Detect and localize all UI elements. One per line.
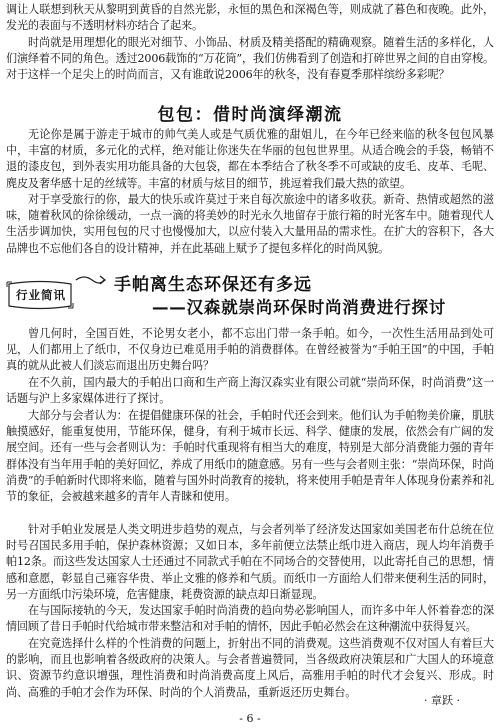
page-number: - 6 - [239, 712, 261, 725]
handkerchief-paragraph-1: 曾几何时，全国百姓，不论男女老小，都不忘出门带一条手帕。如今，一次性生活用品到处可见，人们都用上了纸巾，不仅身边已难觅用手帕的消费群体。在曾经被誉为“手帕王国”的中国，手帕真的就从此被人们淡忘而退出历史舞台吗？ [6, 327, 494, 373]
badge-label: 行业简讯 [16, 288, 66, 302]
handkerchief-paragraph-5: 在与国际接轨的今天，发达国家手帕时尚消费的趋向势必影响国人，而许多中年人怀着眷恋的深情回顾了昔日手帕时代给城市带来整洁和对手帕的情怀，因此手帕必然会在这种潮流中获得复兴。 [6, 604, 494, 634]
intro-paragraph-2: 时尚就是用理想化的眼光对细节、小饰品、材质及精美搭配的精确观察。随着生活的多样化，人们演绎着不同的角色。透过2006载饰的“万花筒”，我们仿佛看到了创造和打碎世界之间的自由穿梭。对于这样一个足尖上的时尚而言，又有谁敢说2006年的秋冬，没有春夏季那样缤纷多彩呢？ [6, 36, 494, 82]
section-title-handkerchief: 手帕离生态环保还有多远 [114, 275, 312, 295]
handkerchief-paragraph-6: 在究竟选择什么样的个性消费的问题上，折射出不同的消费观。这些消费观不仅对国人有着巨大的影响，而且也影响着各级政府的决策人。与会者普遍赞同，当各级政府决策层和广大国人的环境意识、资源节约意识增强，理性消费和时尚消费高度上风后，高雅用手帕的时代才会复兴、形成。时尚、高雅的手帕才会作为环保、时尚的个人消费品，重新返还历史舞台。 [6, 637, 494, 699]
industry-news-badge [6, 280, 74, 310]
intro-paragraph-1: 调让人联想到秋天从黎明到黄昏的自然光影，永恒的黑色和深褐色等，则成就了暮色和夜晚。此外，发光的表面与不透明材料亦结合了起来。 [6, 3, 494, 33]
handkerchief-paragraph-4: 针对手帕业发展是人类文明进步趋势的观点，与会者列举了经济发达国家如美国老布什总统在位时号召国民多用手帕，保护森林资源；又如日本，多年前便立法禁止纸巾进入商店，现人均年消费手帕12条。而这些发达国家人士还通过不同款式手帕在不同场合的交替使用，以此寄托自己的思想，情感和意愿，彰显自己雍容华贵、举止文雅的修养和气质。而纸巾一方面给人们带来便利生活的同时，另一方面纸巾污染环境，危害健康，耗费资源的缺点却日渐显现。 [6, 523, 494, 601]
section-subtitle-hansen: ——汉森就崇尚环保时尚消费进行探讨 [152, 298, 447, 317]
bags-paragraph-1: 无论你是属于游走于城市的帅气美人或是气质优雅的甜姐儿，在今年已经来临的秋冬包包风暴中，丰富的材质，多元化的式样，绝对能让你迷失在华丽的包包世界里。从适合晚会的手袋，畅销不退的漆皮包，到外表实用功能具备的大包袋，都在本季结合了秋冬季不可或缺的皮毛、皮革、毛呢、麂皮及奢华感十足的丝绒等。丰富的材质与炫目的细节，挑逗着我们最大热的欲望。 [6, 128, 494, 190]
bags-paragraph-2: 对于享受旅行的你，最大的快乐或许莫过于来自每次旅途中的诸多收获。新奇、热情或超然的滋味，随着秋风的徐徐缓动，一点一滴的将美妙的时光永久地留存于旅行箱的时光客车中。随着现代人生活步调加快，实用包包的尺寸也慢慢加大，以应付装入大量用品的需求性。在扩大的容积下，各大品牌也不忘他们各自的设计精神，并在此基础上赋予了提包多样化的时尚风貌。 [6, 193, 494, 255]
handkerchief-paragraph-3: 大部分与会者认为：在提倡健康环保的社会，手帕时代还会到来。他们认为手帕物美价廉，肌肤触摸感好，能重复使用，节能环保，健身，有利于城市长远、科学、健康的发展，依然会有广阔的发展空间。还有一些与会者则认为：手帕时代重现将有相当大的难度，特别是大部分消费能力强的青年群体没有当年用手帕的美好回忆，养成了用纸巾的随意感。另有一些与会者则主张：“崇尚环保，时尚消费”的手帕新时代即将来临，随着与国外时尚教育的接轨，将来使用手帕是青年人体现身份素养和礼节的象征，会被越来越多的青年人青睐和使用。 [6, 409, 494, 504]
arrow-icon [74, 272, 108, 288]
handkerchief-paragraph-2: 在不久前，国内最大的手帕出口商和生产商上海汉森实业有限公司就“崇尚环保，时尚消费”这一话题与沪上多家媒体进行了探讨。 [6, 376, 494, 406]
section-heading-bags: 包包：借时尚演绎潮流 [157, 105, 343, 125]
author-signature: · 章跃 · [424, 694, 460, 707]
